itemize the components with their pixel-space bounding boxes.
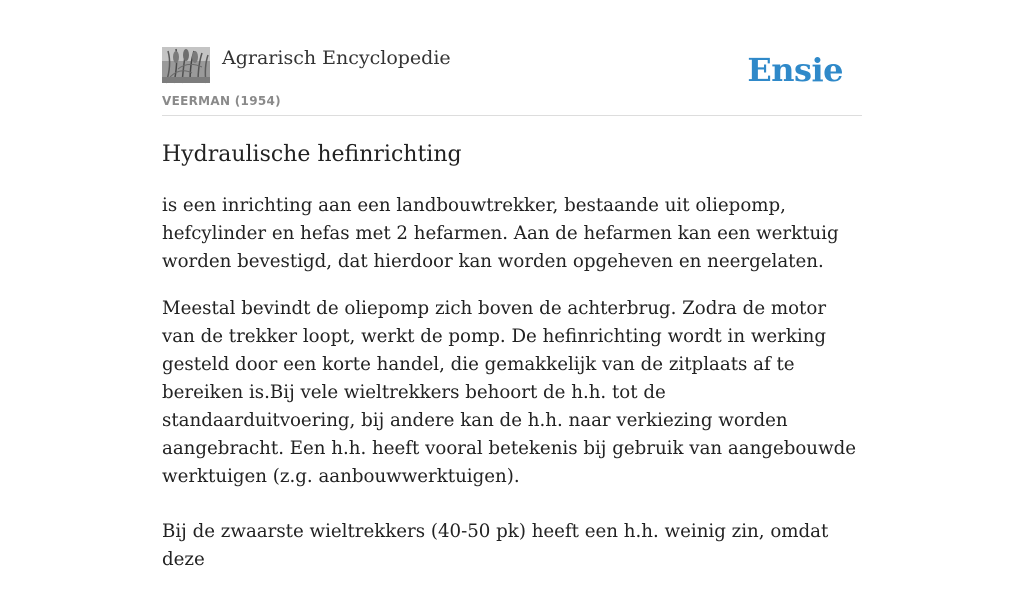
brand-logo[interactable]: Ensie <box>747 51 843 89</box>
source-author: VEERMAN (1954) <box>162 94 281 108</box>
paragraph: is een inrichting aan een landbouwtrekker, bestaande uit oliepomp, hefcylinder en hefas met 2 hefarmen. Aan de hefarmen kan een werktuig worden bevestigd, dat hierdoor kan worden opgeheven en neergelaten. <box>162 195 839 272</box>
paragraph: Bij de zwaarste wieltrekkers (40-50 pk) heeft een h.h. weinig zin, omdat deze <box>162 521 829 570</box>
page <box>162 0 862 570</box>
article-body <box>162 192 864 593</box>
header <box>162 0 862 116</box>
paragraph: Meestal bevindt de oliepomp zich boven de achterbrug. Zodra de motor van de trekker loopt, werkt de pomp. De hefinrichting wordt in werking gesteld door een korte handel, die gemakkelijk van de zitplaats af te bereiken is.Bij vele wieltrekkers behoort de h.h. tot de standaarduitvoering, bij andere kan de h.h. naar verkiezing worden aangebracht. Een h.h. heeft vooral betekenis bij gebruik van aangebouwde werktuigen (z.g. aanbouwwerktuigen). <box>162 298 856 487</box>
source-title[interactable]: Agrarisch Encyclopedie <box>222 47 451 69</box>
article-title: Hydraulische hefinrichting <box>162 142 462 167</box>
wheat-engraving-icon[interactable] <box>162 47 210 83</box>
